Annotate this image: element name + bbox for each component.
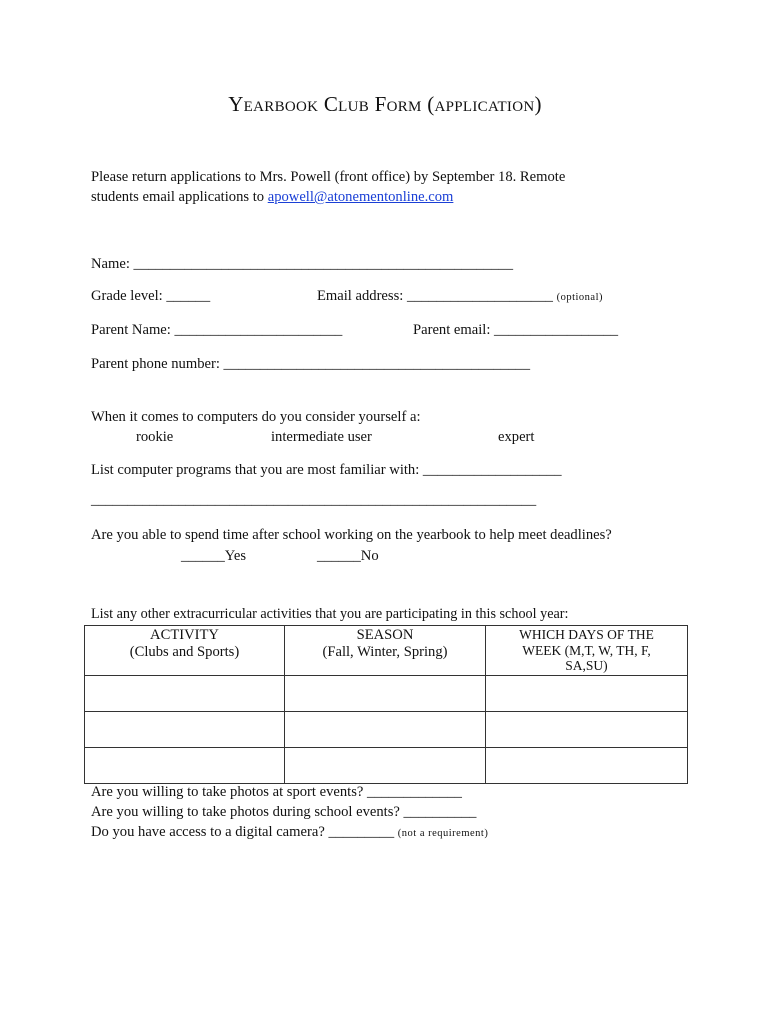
season-cell[interactable] [285,712,486,748]
activities-intro: List any other extracurricular activities that you are participating in this school year: [91,606,569,622]
activity-cell[interactable] [85,676,285,712]
school-events-field[interactable]: Are you willing to take photos during school events? __________ [91,804,477,820]
header-season-line-2: (Fall, Winter, Spring) [322,644,448,660]
header-days-line-2: WEEK (M,T, W, TH, F, [522,642,651,658]
after-school-question: Are you able to spend time after school working on the yearbook to help meet deadlines? [91,527,612,543]
season-cell[interactable] [285,676,486,712]
header-activity-line-2: (Clubs and Sports) [129,644,240,660]
after-school-no[interactable]: ______No [317,548,379,564]
page-title: Yearbook Club Form (application) [228,92,542,116]
after-school-yes[interactable]: ______Yes [181,548,247,564]
sport-events-field[interactable]: Are you willing to take photos at sport events? _____________ [91,784,462,800]
email-address-label: Email address: ____________________ [317,288,553,304]
header-days-line-1: WHICH DAYS OF THE [519,627,654,642]
table-header-row [85,626,688,676]
header-activity [85,626,285,676]
season-cell[interactable] [285,748,486,784]
days-cell[interactable] [486,748,688,784]
header-activity-line-1: ACTIVITY [150,627,219,643]
computer-skill-question: When it comes to computers do you consider yourself a: [91,409,421,425]
email-link[interactable]: apowell@atonementonline.com [267,189,454,205]
digital-camera-field[interactable] [91,824,488,841]
grade-level-field[interactable]: Grade level: ______ [91,288,211,304]
table-row [85,748,688,784]
table-row [85,712,688,748]
table-row [85,676,688,712]
header-days [486,626,688,676]
header-season-line-1: SEASON [356,627,414,643]
activities-table [84,625,688,784]
name-field[interactable]: Name: ____________________________________________________ [91,256,513,272]
intro-line-2 [91,189,453,206]
intro-line-1: Please return applications to Mrs. Powell (front office) by September 18. Remote [91,169,566,185]
option-rookie[interactable]: rookie [136,429,174,445]
activity-cell[interactable] [85,712,285,748]
activity-cell[interactable] [85,748,285,784]
header-season [285,626,486,676]
parent-email-field[interactable]: Parent email: _________________ [413,322,619,338]
programs-field-line-2[interactable]: _____________________________________________________________ [91,492,537,508]
days-cell[interactable] [486,712,688,748]
option-intermediate-user[interactable]: intermediate user [271,429,372,445]
days-cell[interactable] [486,676,688,712]
parent-phone-field[interactable]: Parent phone number: __________________________________________ [91,356,530,372]
programs-field[interactable]: List computer programs that you are most familiar with: ___________________ [91,462,562,478]
option-expert[interactable]: expert [498,429,535,445]
digital-camera-label: Do you have access to a digital camera? _________ [91,824,395,840]
header-days-line-3: SA,SU) [565,658,608,673]
camera-note: (not a requirement) [397,828,489,839]
email-optional-note: (optional) [556,292,603,303]
intro-line-2-text: students email applications to [91,189,268,205]
parent-name-field[interactable]: Parent Name: _______________________ [91,322,343,338]
email-address-field[interactable] [317,288,603,305]
